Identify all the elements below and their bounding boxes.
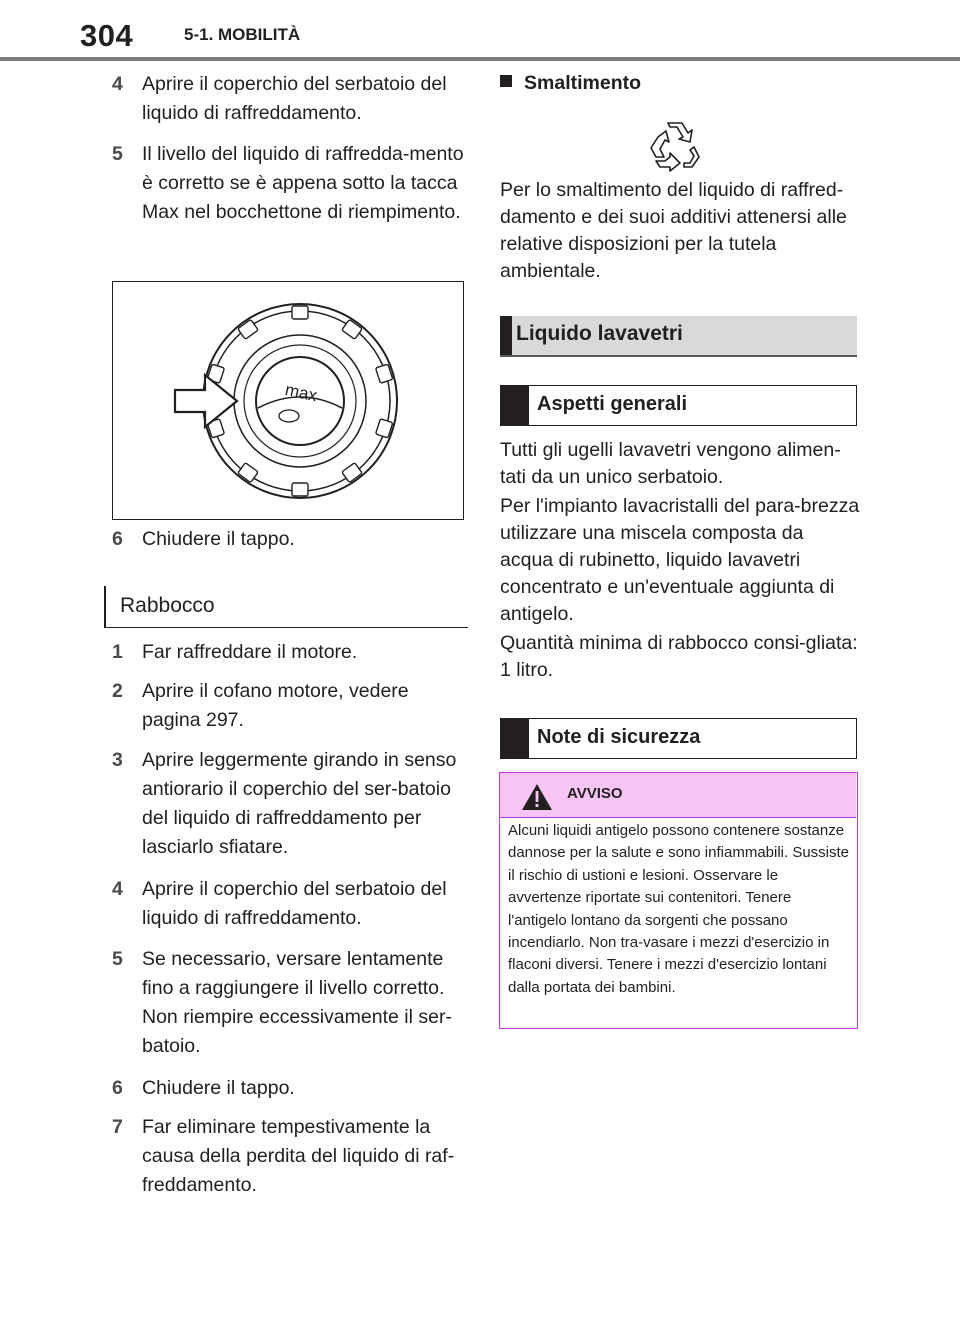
step-text: Aprire leggermente girando in senso antiorario il coperchio del ser-batoio del liquido di raffreddamento per lasciarlo sfiatare.: [142, 749, 457, 858]
coolant-cap-illustration: [112, 281, 464, 520]
smaltimento-heading-label: Smaltimento: [524, 72, 642, 94]
recycle-icon: [648, 117, 702, 173]
paragraph: Per l'impianto lavacristalli del para-brezza utilizzare una miscela composta da acqua di rubinetto, liquido lavavetri concentrato e un'eventuale aggiunta di antigelo.: [500, 495, 860, 625]
step-number: 3: [112, 749, 123, 771]
aspetti-generali-heading-label: Aspetti generali: [537, 393, 688, 415]
rabbocco-heading-label: Rabbocco: [120, 594, 215, 617]
step-item: [112, 638, 467, 667]
step-text: Aprire il coperchio del serbatoio del liquido di raffreddamento.: [142, 73, 447, 124]
header-divider: [0, 57, 960, 61]
step-text: Chiudere il tappo.: [142, 1077, 295, 1099]
smaltimento-heading: [500, 72, 641, 95]
step-item: [112, 525, 467, 554]
step-number: 5: [112, 948, 123, 970]
step-item: [112, 70, 467, 128]
liquido-lavavetri-heading: [500, 316, 857, 357]
step-item: [112, 140, 467, 227]
step-text: Se necessario, versare lentamente fino a raggiungere il livello corretto. Non riempire eccessivamente il ser-batoio.: [142, 948, 452, 1057]
coolant-cap-icon: [113, 282, 463, 519]
step-item: [112, 1074, 467, 1103]
step-text: Aprire il cofano motore, vedere pagina 297.: [142, 680, 409, 731]
step-text: Far raffreddare il motore.: [142, 641, 358, 663]
step-text: Aprire il coperchio del serbatoio del liquido di raffreddamento.: [142, 878, 447, 929]
max-mark-label: max: [283, 379, 319, 406]
aspetti-generali-heading: [500, 385, 857, 426]
step-item: [112, 875, 467, 933]
warning-header: [500, 773, 856, 818]
step-number: 2: [112, 680, 123, 702]
paragraph: Tutti gli ugelli lavavetri vengono alimen-tati da un unico serbatoio.: [500, 439, 841, 488]
note-sicurezza-heading-label: Note di sicurezza: [537, 726, 701, 748]
step-item: [112, 746, 467, 862]
step-number: 7: [112, 1116, 123, 1138]
step-number: 1: [112, 641, 123, 663]
step-number: 4: [112, 878, 123, 900]
heading-marker: [500, 316, 512, 355]
step-text: Far eliminare tempestivamente la causa della perdita del liquido di raf-freddamento.: [142, 1116, 455, 1196]
page-number: 304: [80, 18, 134, 53]
step-text: Chiudere il tappo.: [142, 528, 295, 550]
rabbocco-heading: [104, 586, 468, 628]
square-bullet-icon: [500, 75, 512, 87]
paragraph: Quantità minima di rabbocco consi-gliata: 1 litro.: [500, 632, 858, 681]
step-item: [112, 945, 467, 1061]
heading-marker: [501, 719, 529, 758]
liquido-lavavetri-heading-label: Liquido lavavetri: [516, 322, 683, 345]
warning-text: Alcuni liquidi antigelo possono contenere sostanze dannose per la salute e sono infiammabili. Sussiste il rischio di ustioni e lesioni. Osservare le avvertenze riportate sui contenitori. Tenere l'antigelo lontano da sorgenti che possano incendiarlo. Non tra-vasare i mezzi d'esercizio in flaconi diversi. Tenere i mezzi d'esercizio lontani dalla portata dei bambini.: [508, 822, 850, 996]
warning-triangle-icon: [521, 783, 553, 811]
step-number: 4: [112, 73, 123, 95]
step-number: 5: [112, 143, 123, 165]
warning-title: AVVISO: [567, 785, 623, 802]
step-text: Il livello del liquido di raffredda-mento è corretto se è appena sotto la tacca Max nel bocchettone di riempimento.: [142, 143, 464, 223]
warning-box: [499, 772, 858, 1029]
smaltimento-text: Per lo smaltimento del liquido di raffred-damento e dei suoi additivi attenersi alle relative disposizioni per la tutela ambientale.: [500, 179, 847, 282]
step-number: 6: [112, 1077, 123, 1099]
section-title: 5-1. MOBILITÀ: [184, 25, 301, 44]
page-header: [0, 0, 960, 62]
step-number: 6: [112, 528, 123, 550]
step-item: [112, 677, 467, 735]
step-item: [112, 1113, 467, 1200]
heading-marker: [501, 386, 529, 425]
note-sicurezza-heading: [500, 718, 857, 759]
